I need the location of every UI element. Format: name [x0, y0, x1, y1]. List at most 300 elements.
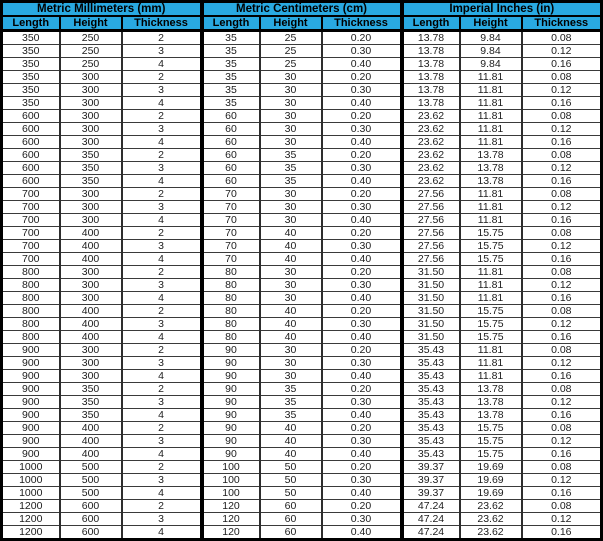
- table-row: [2, 422, 602, 435]
- table-cell: 50: [260, 487, 322, 500]
- table-cell: 900: [2, 383, 60, 396]
- col-header-height-cm: Height: [260, 16, 322, 31]
- table-cell: 300: [60, 188, 122, 201]
- table-cell: 35: [202, 58, 260, 71]
- table-cell: 800: [2, 292, 60, 305]
- table-cell: 4: [122, 526, 202, 540]
- table-cell: 31.50: [402, 292, 460, 305]
- table-row: [2, 292, 602, 305]
- table-cell: 25: [260, 31, 322, 45]
- table-cell: 35: [260, 162, 322, 175]
- table-cell: 600: [2, 123, 60, 136]
- table-cell: 1200: [2, 526, 60, 540]
- table-cell: 1200: [2, 500, 60, 513]
- table-cell: 23.62: [460, 513, 522, 526]
- table-cell: 0.12: [522, 45, 602, 58]
- table-cell: 90: [202, 409, 260, 422]
- table-cell: 350: [60, 149, 122, 162]
- table-cell: 0.20: [322, 500, 402, 513]
- table-cell: 70: [202, 214, 260, 227]
- table-cell: 23.62: [402, 162, 460, 175]
- table-cell: 0.40: [322, 331, 402, 344]
- table-row: [2, 331, 602, 344]
- table-cell: 3: [122, 435, 202, 448]
- table-cell: 4: [122, 97, 202, 110]
- table-row: [2, 110, 602, 123]
- table-cell: 300: [60, 71, 122, 84]
- table-cell: 47.24: [402, 513, 460, 526]
- table-cell: 11.81: [460, 201, 522, 214]
- table-cell: 400: [60, 305, 122, 318]
- table-cell: 2: [122, 500, 202, 513]
- table-cell: 900: [2, 357, 60, 370]
- table-cell: 30: [260, 123, 322, 136]
- table-cell: 500: [60, 474, 122, 487]
- group-header-mm: Metric Millimeters (mm): [2, 2, 202, 17]
- table-cell: 11.81: [460, 357, 522, 370]
- table-row: [2, 318, 602, 331]
- table-cell: 90: [202, 448, 260, 461]
- table-cell: 3: [122, 162, 202, 175]
- table-cell: 11.81: [460, 188, 522, 201]
- table-cell: 39.37: [402, 487, 460, 500]
- table-cell: 13.78: [460, 396, 522, 409]
- table-cell: 47.24: [402, 526, 460, 540]
- table-cell: 0.40: [322, 409, 402, 422]
- table-cell: 3: [122, 240, 202, 253]
- table-cell: 600: [60, 500, 122, 513]
- table-cell: 30: [260, 71, 322, 84]
- table-cell: 3: [122, 123, 202, 136]
- table-cell: 9.84: [460, 45, 522, 58]
- table-cell: 11.81: [460, 110, 522, 123]
- table-cell: 60: [260, 500, 322, 513]
- table-cell: 3: [122, 513, 202, 526]
- table-cell: 35: [260, 175, 322, 188]
- table-cell: 35: [260, 396, 322, 409]
- table-cell: 60: [202, 149, 260, 162]
- table-cell: 1000: [2, 487, 60, 500]
- table-cell: 15.75: [460, 448, 522, 461]
- table-cell: 60: [202, 123, 260, 136]
- table-cell: 800: [2, 305, 60, 318]
- table-cell: 700: [2, 253, 60, 266]
- table-cell: 100: [202, 487, 260, 500]
- table-row: [2, 45, 602, 58]
- table-row: [2, 136, 602, 149]
- col-header-length-in: Length: [402, 16, 460, 31]
- table-cell: 0.20: [322, 188, 402, 201]
- table-cell: 0.40: [322, 292, 402, 305]
- table-cell: 0.16: [522, 331, 602, 344]
- table-cell: 35.43: [402, 396, 460, 409]
- table-cell: 350: [60, 383, 122, 396]
- table-cell: 400: [60, 253, 122, 266]
- table-cell: 90: [202, 396, 260, 409]
- table-cell: 0.12: [522, 84, 602, 97]
- table-cell: 0.30: [322, 84, 402, 97]
- table-cell: 800: [2, 331, 60, 344]
- table-cell: 0.30: [322, 240, 402, 253]
- table-cell: 0.12: [522, 201, 602, 214]
- table-cell: 300: [60, 97, 122, 110]
- table-cell: 4: [122, 253, 202, 266]
- table-cell: 13.78: [402, 45, 460, 58]
- table-cell: 90: [202, 357, 260, 370]
- table-cell: 0.40: [322, 214, 402, 227]
- table-row: [2, 435, 602, 448]
- table-cell: 2: [122, 383, 202, 396]
- table-cell: 11.81: [460, 84, 522, 97]
- table-cell: 30: [260, 279, 322, 292]
- table-cell: 900: [2, 448, 60, 461]
- table-cell: 39.37: [402, 474, 460, 487]
- table-cell: 0.08: [522, 422, 602, 435]
- table-cell: 400: [60, 227, 122, 240]
- table-cell: 90: [202, 422, 260, 435]
- table-cell: 80: [202, 266, 260, 279]
- table-cell: 31.50: [402, 318, 460, 331]
- table-cell: 4: [122, 448, 202, 461]
- table-cell: 0.40: [322, 370, 402, 383]
- group-header-cm: Metric Centimeters (cm): [202, 2, 402, 17]
- table-cell: 600: [60, 513, 122, 526]
- table-cell: 0.16: [522, 487, 602, 500]
- table-cell: 4: [122, 214, 202, 227]
- table-cell: 400: [60, 422, 122, 435]
- table-row: [2, 175, 602, 188]
- table-cell: 3: [122, 201, 202, 214]
- table-cell: 15.75: [460, 227, 522, 240]
- table-cell: 900: [2, 409, 60, 422]
- table-cell: 35: [202, 71, 260, 84]
- table-cell: 90: [202, 370, 260, 383]
- table-cell: 27.56: [402, 214, 460, 227]
- table-cell: 4: [122, 136, 202, 149]
- table-cell: 0.40: [322, 487, 402, 500]
- table-cell: 35.43: [402, 370, 460, 383]
- table-cell: 0.16: [522, 370, 602, 383]
- table-cell: 2: [122, 71, 202, 84]
- table-cell: 15.75: [460, 305, 522, 318]
- table-cell: 0.40: [322, 253, 402, 266]
- table-cell: 23.62: [402, 110, 460, 123]
- table-cell: 60: [202, 110, 260, 123]
- table-cell: 50: [260, 474, 322, 487]
- table-cell: 35: [260, 149, 322, 162]
- table-cell: 70: [202, 188, 260, 201]
- table-cell: 400: [60, 435, 122, 448]
- table-cell: 31.50: [402, 331, 460, 344]
- table-cell: 15.75: [460, 318, 522, 331]
- table-cell: 11.81: [460, 97, 522, 110]
- table-cell: 30: [260, 110, 322, 123]
- table-cell: 11.81: [460, 214, 522, 227]
- table-cell: 4: [122, 292, 202, 305]
- table-cell: 300: [60, 123, 122, 136]
- table-cell: 250: [60, 45, 122, 58]
- table-cell: 90: [202, 344, 260, 357]
- table-cell: 31.50: [402, 266, 460, 279]
- table-cell: 11.81: [460, 71, 522, 84]
- table-cell: 400: [60, 318, 122, 331]
- table-cell: 31.50: [402, 305, 460, 318]
- table-cell: 2: [122, 31, 202, 45]
- table-row: [2, 396, 602, 409]
- table-cell: 600: [2, 136, 60, 149]
- table-cell: 35.43: [402, 344, 460, 357]
- table-cell: 2: [122, 344, 202, 357]
- table-cell: 0.16: [522, 214, 602, 227]
- table-cell: 35: [202, 31, 260, 45]
- table-row: [2, 71, 602, 84]
- table-row: [2, 474, 602, 487]
- group-header-in: Imperial Inches (in): [402, 2, 602, 17]
- table-cell: 80: [202, 318, 260, 331]
- table-row: [2, 123, 602, 136]
- table-cell: 4: [122, 487, 202, 500]
- table-cell: 27.56: [402, 188, 460, 201]
- table-cell: 900: [2, 422, 60, 435]
- table-cell: 350: [60, 175, 122, 188]
- table-cell: 23.62: [402, 123, 460, 136]
- table-cell: 0.16: [522, 448, 602, 461]
- table-cell: 15.75: [460, 435, 522, 448]
- table-cell: 300: [60, 214, 122, 227]
- table-cell: 13.78: [402, 71, 460, 84]
- table-row: [2, 97, 602, 110]
- table-row: [2, 409, 602, 422]
- table-cell: 120: [202, 526, 260, 540]
- table-cell: 600: [2, 149, 60, 162]
- table-cell: 350: [60, 409, 122, 422]
- table-cell: 2: [122, 461, 202, 474]
- table-row: [2, 383, 602, 396]
- table-cell: 70: [202, 240, 260, 253]
- table-cell: 300: [60, 344, 122, 357]
- table-cell: 600: [2, 162, 60, 175]
- table-cell: 120: [202, 513, 260, 526]
- table-cell: 100: [202, 461, 260, 474]
- table-cell: 0.12: [522, 318, 602, 331]
- table-cell: 0.30: [322, 396, 402, 409]
- table-cell: 700: [2, 240, 60, 253]
- table-cell: 0.08: [522, 305, 602, 318]
- table-cell: 2: [122, 227, 202, 240]
- table-cell: 0.40: [322, 58, 402, 71]
- table-cell: 1200: [2, 513, 60, 526]
- table-cell: 35.43: [402, 357, 460, 370]
- table-body: [2, 31, 602, 540]
- table-cell: 0.08: [522, 383, 602, 396]
- table-cell: 0.30: [322, 123, 402, 136]
- table-cell: 250: [60, 31, 122, 45]
- table-cell: 19.69: [460, 487, 522, 500]
- table-row: [2, 513, 602, 526]
- table-cell: 23.62: [460, 526, 522, 540]
- table-cell: 60: [202, 175, 260, 188]
- table-row: [2, 162, 602, 175]
- table-cell: 0.16: [522, 409, 602, 422]
- table-cell: 15.75: [460, 422, 522, 435]
- table-cell: 1000: [2, 474, 60, 487]
- table-cell: 11.81: [460, 136, 522, 149]
- table-cell: 30: [260, 357, 322, 370]
- table-cell: 3: [122, 357, 202, 370]
- table-cell: 30: [260, 292, 322, 305]
- table-cell: 600: [2, 110, 60, 123]
- table-cell: 47.24: [402, 500, 460, 513]
- table-row: [2, 266, 602, 279]
- table-cell: 30: [260, 266, 322, 279]
- table-cell: 0.08: [522, 110, 602, 123]
- table-cell: 23.62: [460, 500, 522, 513]
- table-cell: 3: [122, 84, 202, 97]
- table-cell: 350: [60, 396, 122, 409]
- table-cell: 0.40: [322, 97, 402, 110]
- table-cell: 0.40: [322, 136, 402, 149]
- table-cell: 300: [60, 201, 122, 214]
- table-cell: 23.62: [402, 175, 460, 188]
- table-cell: 11.81: [460, 266, 522, 279]
- table-cell: 800: [2, 318, 60, 331]
- table-cell: 35.43: [402, 448, 460, 461]
- table-cell: 3: [122, 396, 202, 409]
- table-row: [2, 448, 602, 461]
- table-cell: 300: [60, 279, 122, 292]
- table-cell: 35.43: [402, 409, 460, 422]
- table-cell: 15.75: [460, 253, 522, 266]
- table-cell: 0.12: [522, 123, 602, 136]
- table-row: [2, 188, 602, 201]
- table-cell: 3: [122, 474, 202, 487]
- table-cell: 30: [260, 136, 322, 149]
- table-cell: 50: [260, 461, 322, 474]
- table-cell: 0.16: [522, 136, 602, 149]
- table-row: [2, 305, 602, 318]
- table-cell: 0.12: [522, 240, 602, 253]
- table-cell: 900: [2, 435, 60, 448]
- table-cell: 0.20: [322, 266, 402, 279]
- table-cell: 80: [202, 279, 260, 292]
- table-cell: 60: [202, 136, 260, 149]
- table-cell: 0.30: [322, 201, 402, 214]
- table-cell: 0.30: [322, 279, 402, 292]
- table-row: [2, 253, 602, 266]
- table-cell: 0.20: [322, 110, 402, 123]
- table-cell: 0.16: [522, 526, 602, 540]
- table-cell: 0.20: [322, 422, 402, 435]
- table-row: [2, 240, 602, 253]
- table-cell: 4: [122, 175, 202, 188]
- table-cell: 300: [60, 266, 122, 279]
- table-cell: 0.12: [522, 357, 602, 370]
- table-cell: 600: [60, 526, 122, 540]
- table-cell: 2: [122, 110, 202, 123]
- table-cell: 0.20: [322, 71, 402, 84]
- table-cell: 35.43: [402, 383, 460, 396]
- table-cell: 800: [2, 266, 60, 279]
- table-cell: 11.81: [460, 370, 522, 383]
- table-cell: 700: [2, 201, 60, 214]
- table-cell: 60: [260, 526, 322, 540]
- table-cell: 27.56: [402, 201, 460, 214]
- table-cell: 0.08: [522, 461, 602, 474]
- table-cell: 2: [122, 266, 202, 279]
- table-cell: 0.08: [522, 227, 602, 240]
- table-cell: 40: [260, 240, 322, 253]
- table-cell: 13.78: [402, 31, 460, 45]
- table-cell: 0.30: [322, 318, 402, 331]
- table-cell: 2: [122, 305, 202, 318]
- table-header: [2, 2, 602, 31]
- table-cell: 30: [260, 97, 322, 110]
- table-row: [2, 84, 602, 97]
- table-row: [2, 344, 602, 357]
- table-cell: 80: [202, 292, 260, 305]
- table-cell: 23.62: [402, 136, 460, 149]
- col-header-height-mm: Height: [60, 16, 122, 31]
- table-cell: 300: [60, 84, 122, 97]
- table-cell: 30: [260, 344, 322, 357]
- table-cell: 0.30: [322, 513, 402, 526]
- table-cell: 350: [2, 84, 60, 97]
- table-cell: 40: [260, 435, 322, 448]
- table-cell: 0.40: [322, 526, 402, 540]
- table-cell: 300: [60, 110, 122, 123]
- table-cell: 0.08: [522, 71, 602, 84]
- table-cell: 60: [202, 162, 260, 175]
- table-cell: 35: [202, 84, 260, 97]
- table-cell: 700: [2, 227, 60, 240]
- table-cell: 0.08: [522, 344, 602, 357]
- table-cell: 40: [260, 253, 322, 266]
- table-cell: 9.84: [460, 31, 522, 45]
- table-cell: 0.12: [522, 474, 602, 487]
- col-header-length-cm: Length: [202, 16, 260, 31]
- table-cell: 40: [260, 422, 322, 435]
- table-cell: 0.16: [522, 175, 602, 188]
- table-cell: 0.30: [322, 45, 402, 58]
- table-row: [2, 227, 602, 240]
- table-cell: 120: [202, 500, 260, 513]
- table-cell: 0.30: [322, 162, 402, 175]
- table-cell: 350: [2, 58, 60, 71]
- table-cell: 100: [202, 474, 260, 487]
- table-cell: 0.30: [322, 435, 402, 448]
- table-cell: 400: [60, 331, 122, 344]
- table-cell: 4: [122, 331, 202, 344]
- table-cell: 0.16: [522, 97, 602, 110]
- table-cell: 700: [2, 188, 60, 201]
- table-cell: 27.56: [402, 240, 460, 253]
- table-cell: 9.84: [460, 58, 522, 71]
- table-cell: 0.20: [322, 461, 402, 474]
- table-cell: 0.08: [522, 188, 602, 201]
- table-cell: 13.78: [460, 162, 522, 175]
- table-row: [2, 58, 602, 71]
- table-cell: 0.12: [522, 279, 602, 292]
- table-cell: 19.69: [460, 474, 522, 487]
- table-cell: 500: [60, 487, 122, 500]
- table-cell: 350: [2, 45, 60, 58]
- table-cell: 700: [2, 214, 60, 227]
- table-cell: 35.43: [402, 435, 460, 448]
- table-cell: 23.62: [402, 149, 460, 162]
- table-cell: 30: [260, 370, 322, 383]
- table-row: [2, 370, 602, 383]
- table-cell: 0.12: [522, 435, 602, 448]
